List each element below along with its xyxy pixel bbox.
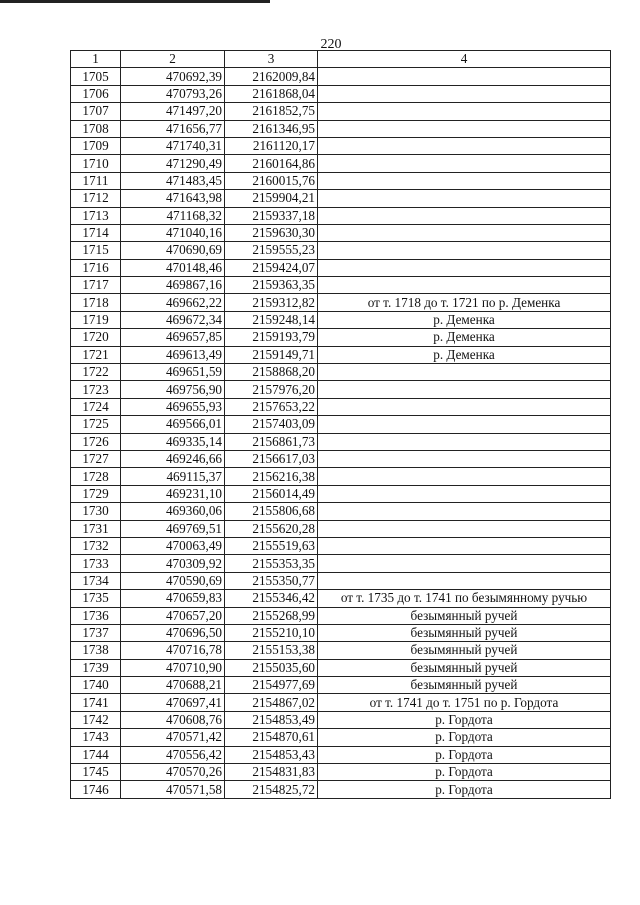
coord-y-cell: 2156617,03 bbox=[225, 450, 318, 467]
point-number-cell: 1713 bbox=[71, 207, 121, 224]
description-cell bbox=[318, 120, 611, 137]
coord-x-cell: 469662,22 bbox=[121, 294, 225, 311]
table-row bbox=[71, 346, 611, 363]
coord-x-cell: 469360,06 bbox=[121, 503, 225, 520]
point-number-cell: 1728 bbox=[71, 468, 121, 485]
description-cell: безымянный ручей bbox=[318, 607, 611, 624]
coord-x-cell: 470608,76 bbox=[121, 711, 225, 728]
table-row bbox=[71, 120, 611, 137]
point-number-cell: 1733 bbox=[71, 555, 121, 572]
table-row bbox=[71, 590, 611, 607]
description-cell: р. Деменка bbox=[318, 346, 611, 363]
coord-y-cell: 2155346,42 bbox=[225, 590, 318, 607]
table-row bbox=[71, 207, 611, 224]
coord-x-cell: 469246,66 bbox=[121, 450, 225, 467]
coord-x-cell: 470571,42 bbox=[121, 729, 225, 746]
coord-y-cell: 2154825,72 bbox=[225, 781, 318, 798]
description-cell: безымянный ручей bbox=[318, 677, 611, 694]
coord-y-cell: 2155620,28 bbox=[225, 520, 318, 537]
coord-x-cell: 471168,32 bbox=[121, 207, 225, 224]
coord-y-cell: 2159363,35 bbox=[225, 277, 318, 294]
table-row bbox=[71, 85, 611, 102]
point-number-cell: 1742 bbox=[71, 711, 121, 728]
point-number-cell: 1717 bbox=[71, 277, 121, 294]
table-row bbox=[71, 224, 611, 241]
table-row bbox=[71, 172, 611, 189]
coord-y-cell: 2159149,71 bbox=[225, 346, 318, 363]
point-number-cell: 1718 bbox=[71, 294, 121, 311]
coord-x-cell: 470571,58 bbox=[121, 781, 225, 798]
description-cell bbox=[318, 137, 611, 154]
coord-y-cell: 2160015,76 bbox=[225, 172, 318, 189]
description-cell: р. Деменка bbox=[318, 329, 611, 346]
table-row bbox=[71, 190, 611, 207]
table-row bbox=[71, 764, 611, 781]
point-number-cell: 1729 bbox=[71, 485, 121, 502]
coord-y-cell: 2157653,22 bbox=[225, 398, 318, 415]
coord-y-cell: 2155210,10 bbox=[225, 624, 318, 641]
coord-x-cell: 470657,20 bbox=[121, 607, 225, 624]
description-cell bbox=[318, 364, 611, 381]
coord-x-cell: 469756,90 bbox=[121, 381, 225, 398]
description-cell bbox=[318, 224, 611, 241]
coord-y-cell: 2159630,30 bbox=[225, 224, 318, 241]
point-number-cell: 1705 bbox=[71, 68, 121, 85]
coord-x-cell: 470688,21 bbox=[121, 677, 225, 694]
coord-x-cell: 470690,69 bbox=[121, 242, 225, 259]
description-cell bbox=[318, 277, 611, 294]
coord-x-cell: 470697,41 bbox=[121, 694, 225, 711]
description-cell bbox=[318, 416, 611, 433]
coord-y-cell: 2154977,69 bbox=[225, 677, 318, 694]
coord-x-cell: 471643,98 bbox=[121, 190, 225, 207]
description-cell bbox=[318, 433, 611, 450]
table-row bbox=[71, 416, 611, 433]
table-row bbox=[71, 433, 611, 450]
coord-x-cell: 470309,92 bbox=[121, 555, 225, 572]
table-row bbox=[71, 259, 611, 276]
coord-x-cell: 471040,16 bbox=[121, 224, 225, 241]
point-number-cell: 1712 bbox=[71, 190, 121, 207]
coord-x-cell: 470710,90 bbox=[121, 659, 225, 676]
point-number-cell: 1720 bbox=[71, 329, 121, 346]
table-row bbox=[71, 68, 611, 85]
point-number-cell: 1711 bbox=[71, 172, 121, 189]
table-row bbox=[71, 694, 611, 711]
description-cell: от т. 1718 до т. 1721 по р. Деменка bbox=[318, 294, 611, 311]
table-row bbox=[71, 311, 611, 328]
description-cell: р. Гордота bbox=[318, 764, 611, 781]
point-number-cell: 1724 bbox=[71, 398, 121, 415]
description-cell bbox=[318, 485, 611, 502]
description-cell: р. Гордота bbox=[318, 781, 611, 798]
coord-y-cell: 2160164,86 bbox=[225, 155, 318, 172]
description-cell bbox=[318, 555, 611, 572]
point-number-cell: 1731 bbox=[71, 520, 121, 537]
coord-y-cell: 2158868,20 bbox=[225, 364, 318, 381]
description-cell: р. Гордота bbox=[318, 746, 611, 763]
table-row bbox=[71, 364, 611, 381]
description-cell bbox=[318, 381, 611, 398]
coord-y-cell: 2161868,04 bbox=[225, 85, 318, 102]
description-cell bbox=[318, 398, 611, 415]
point-number-cell: 1741 bbox=[71, 694, 121, 711]
description-cell bbox=[318, 85, 611, 102]
coord-x-cell: 469335,14 bbox=[121, 433, 225, 450]
description-cell: от т. 1741 до т. 1751 по р. Гордота bbox=[318, 694, 611, 711]
table-row bbox=[71, 155, 611, 172]
coord-y-cell: 2157976,20 bbox=[225, 381, 318, 398]
description-cell bbox=[318, 503, 611, 520]
point-number-cell: 1730 bbox=[71, 503, 121, 520]
table-row bbox=[71, 103, 611, 120]
coord-y-cell: 2155353,35 bbox=[225, 555, 318, 572]
point-number-cell: 1725 bbox=[71, 416, 121, 433]
point-number-cell: 1739 bbox=[71, 659, 121, 676]
coord-x-cell: 471656,77 bbox=[121, 120, 225, 137]
point-number-cell: 1734 bbox=[71, 572, 121, 589]
coord-y-cell: 2157403,09 bbox=[225, 416, 318, 433]
coord-y-cell: 2155035,60 bbox=[225, 659, 318, 676]
coord-x-cell: 469566,01 bbox=[121, 416, 225, 433]
coord-x-cell: 469672,34 bbox=[121, 311, 225, 328]
coord-x-cell: 470692,39 bbox=[121, 68, 225, 85]
point-number-cell: 1746 bbox=[71, 781, 121, 798]
coord-x-cell: 469657,85 bbox=[121, 329, 225, 346]
coord-y-cell: 2162009,84 bbox=[225, 68, 318, 85]
table-row bbox=[71, 277, 611, 294]
point-number-cell: 1723 bbox=[71, 381, 121, 398]
coord-x-cell: 470793,26 bbox=[121, 85, 225, 102]
coord-x-cell: 469231,10 bbox=[121, 485, 225, 502]
coord-x-cell: 471290,49 bbox=[121, 155, 225, 172]
header-col-2: 2 bbox=[121, 51, 225, 68]
coord-x-cell: 471483,45 bbox=[121, 172, 225, 189]
table-row bbox=[71, 642, 611, 659]
coord-y-cell: 2154870,61 bbox=[225, 729, 318, 746]
table-row bbox=[71, 381, 611, 398]
description-cell bbox=[318, 468, 611, 485]
point-number-cell: 1707 bbox=[71, 103, 121, 120]
point-number-cell: 1706 bbox=[71, 85, 121, 102]
table-row bbox=[71, 746, 611, 763]
header-row bbox=[71, 51, 611, 68]
table-row bbox=[71, 677, 611, 694]
point-number-cell: 1708 bbox=[71, 120, 121, 137]
point-number-cell: 1732 bbox=[71, 537, 121, 554]
table-row bbox=[71, 329, 611, 346]
coord-y-cell: 2155519,63 bbox=[225, 537, 318, 554]
coord-x-cell: 470570,26 bbox=[121, 764, 225, 781]
point-number-cell: 1743 bbox=[71, 729, 121, 746]
description-cell bbox=[318, 572, 611, 589]
coord-y-cell: 2159193,79 bbox=[225, 329, 318, 346]
coord-x-cell: 470148,46 bbox=[121, 259, 225, 276]
coord-y-cell: 2155806,68 bbox=[225, 503, 318, 520]
coordinates-table bbox=[70, 50, 611, 799]
header-col-4: 4 bbox=[318, 51, 611, 68]
table-row bbox=[71, 659, 611, 676]
point-number-cell: 1715 bbox=[71, 242, 121, 259]
point-number-cell: 1719 bbox=[71, 311, 121, 328]
point-number-cell: 1740 bbox=[71, 677, 121, 694]
coord-x-cell: 471740,31 bbox=[121, 137, 225, 154]
table-row bbox=[71, 294, 611, 311]
description-cell: безымянный ручей bbox=[318, 659, 611, 676]
table-row bbox=[71, 137, 611, 154]
description-cell bbox=[318, 155, 611, 172]
coord-y-cell: 2159312,82 bbox=[225, 294, 318, 311]
description-cell bbox=[318, 450, 611, 467]
table-row bbox=[71, 242, 611, 259]
coord-y-cell: 2156216,38 bbox=[225, 468, 318, 485]
top-rule bbox=[0, 0, 270, 3]
coord-x-cell: 469115,37 bbox=[121, 468, 225, 485]
description-cell bbox=[318, 103, 611, 120]
description-cell bbox=[318, 520, 611, 537]
description-cell: р. Гордота bbox=[318, 729, 611, 746]
coord-y-cell: 2159424,07 bbox=[225, 259, 318, 276]
point-number-cell: 1721 bbox=[71, 346, 121, 363]
description-cell: от т. 1735 до т. 1741 по безымянному ручью bbox=[318, 590, 611, 607]
coord-x-cell: 469613,49 bbox=[121, 346, 225, 363]
table-row bbox=[71, 520, 611, 537]
point-number-cell: 1710 bbox=[71, 155, 121, 172]
table-row bbox=[71, 607, 611, 624]
coord-y-cell: 2155268,99 bbox=[225, 607, 318, 624]
table-row bbox=[71, 729, 611, 746]
point-number-cell: 1722 bbox=[71, 364, 121, 381]
point-number-cell: 1714 bbox=[71, 224, 121, 241]
page-number: 220 bbox=[320, 37, 342, 52]
header-col-1: 1 bbox=[71, 51, 121, 68]
point-number-cell: 1737 bbox=[71, 624, 121, 641]
coord-x-cell: 471497,20 bbox=[121, 103, 225, 120]
table-row bbox=[71, 572, 611, 589]
description-cell bbox=[318, 242, 611, 259]
coord-y-cell: 2159248,14 bbox=[225, 311, 318, 328]
coord-y-cell: 2161852,75 bbox=[225, 103, 318, 120]
point-number-cell: 1745 bbox=[71, 764, 121, 781]
description-cell: безымянный ручей bbox=[318, 642, 611, 659]
description-cell: безымянный ручей bbox=[318, 624, 611, 641]
table-row bbox=[71, 503, 611, 520]
coord-y-cell: 2156861,73 bbox=[225, 433, 318, 450]
coord-y-cell: 2154831,83 bbox=[225, 764, 318, 781]
coord-y-cell: 2155350,77 bbox=[225, 572, 318, 589]
coord-y-cell: 2161346,95 bbox=[225, 120, 318, 137]
coord-y-cell: 2159555,23 bbox=[225, 242, 318, 259]
point-number-cell: 1716 bbox=[71, 259, 121, 276]
coord-x-cell: 470659,83 bbox=[121, 590, 225, 607]
coord-x-cell: 470590,69 bbox=[121, 572, 225, 589]
table-row bbox=[71, 555, 611, 572]
description-cell: р. Гордота bbox=[318, 711, 611, 728]
table-row bbox=[71, 468, 611, 485]
coord-x-cell: 470696,50 bbox=[121, 624, 225, 641]
point-number-cell: 1744 bbox=[71, 746, 121, 763]
table-row bbox=[71, 537, 611, 554]
table-row bbox=[71, 485, 611, 502]
table-row bbox=[71, 450, 611, 467]
description-cell bbox=[318, 259, 611, 276]
coord-y-cell: 2156014,49 bbox=[225, 485, 318, 502]
coord-x-cell: 469769,51 bbox=[121, 520, 225, 537]
table-row bbox=[71, 624, 611, 641]
coord-x-cell: 469655,93 bbox=[121, 398, 225, 415]
coord-x-cell: 470063,49 bbox=[121, 537, 225, 554]
point-number-cell: 1736 bbox=[71, 607, 121, 624]
description-cell bbox=[318, 172, 611, 189]
coord-y-cell: 2159337,18 bbox=[225, 207, 318, 224]
point-number-cell: 1735 bbox=[71, 590, 121, 607]
point-number-cell: 1727 bbox=[71, 450, 121, 467]
point-number-cell: 1709 bbox=[71, 137, 121, 154]
description-cell bbox=[318, 68, 611, 85]
coord-x-cell: 470556,42 bbox=[121, 746, 225, 763]
coord-x-cell: 470716,78 bbox=[121, 642, 225, 659]
coord-y-cell: 2154853,49 bbox=[225, 711, 318, 728]
coord-y-cell: 2155153,38 bbox=[225, 642, 318, 659]
header-col-3: 3 bbox=[225, 51, 318, 68]
coord-x-cell: 469651,59 bbox=[121, 364, 225, 381]
table-row bbox=[71, 398, 611, 415]
coord-x-cell: 469867,16 bbox=[121, 277, 225, 294]
table-row bbox=[71, 711, 611, 728]
description-cell bbox=[318, 207, 611, 224]
description-cell: р. Деменка bbox=[318, 311, 611, 328]
table-row bbox=[71, 781, 611, 798]
coord-y-cell: 2154853,43 bbox=[225, 746, 318, 763]
coord-y-cell: 2161120,17 bbox=[225, 137, 318, 154]
description-cell bbox=[318, 190, 611, 207]
point-number-cell: 1738 bbox=[71, 642, 121, 659]
description-cell bbox=[318, 537, 611, 554]
point-number-cell: 1726 bbox=[71, 433, 121, 450]
coord-y-cell: 2159904,21 bbox=[225, 190, 318, 207]
coord-y-cell: 2154867,02 bbox=[225, 694, 318, 711]
